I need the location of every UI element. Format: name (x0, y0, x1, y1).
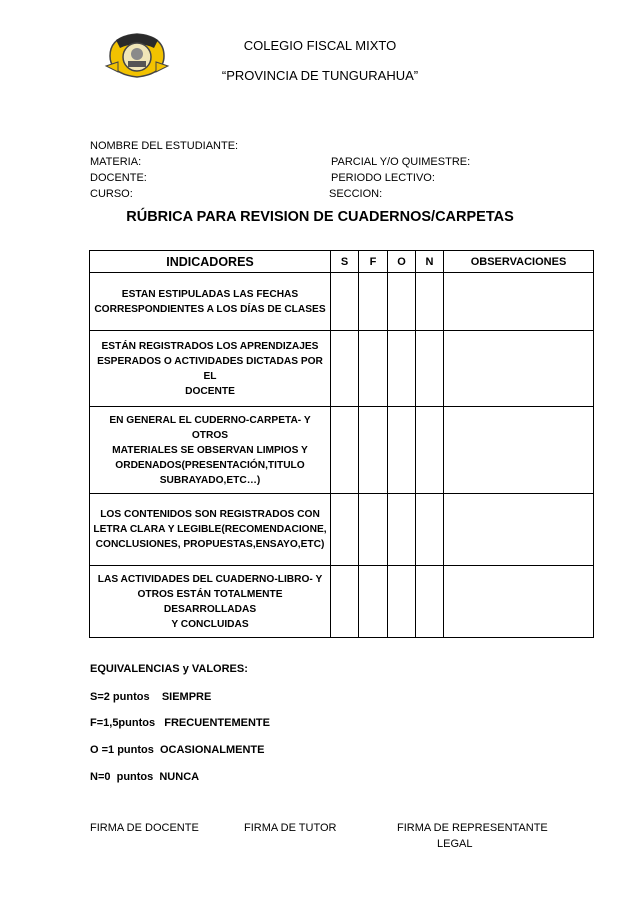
indicator-line: OTROS ESTÁN TOTALMENTE DESARROLLADAS (137, 588, 283, 615)
table-header-row (90, 251, 594, 273)
score-cell-o[interactable] (388, 273, 416, 331)
course-label: CURSO: (90, 188, 133, 200)
score-cell-f[interactable] (359, 273, 388, 331)
table-row (90, 494, 594, 566)
indicator-line: DOCENTE (185, 385, 235, 397)
header-observaciones: OBSERVACIONES (444, 251, 594, 273)
indicator-line: EN GENERAL EL CUDERNO-CARPETA- Y OTROS (109, 414, 311, 441)
header-o: O (388, 251, 416, 273)
score-cell-n[interactable] (416, 407, 444, 494)
signature-tutor: FIRMA DE TUTOR (244, 822, 337, 834)
score-cell-s[interactable] (331, 331, 359, 407)
indicator-line: ESTÁN REGISTRADOS LOS APRENDIZAJES (101, 340, 319, 352)
school-subtitle: “PROVINCIA DE TUNGURAHUA” (221, 68, 419, 83)
score-cell-n[interactable] (416, 331, 444, 407)
score-cell-n[interactable] (416, 273, 444, 331)
score-cell-o[interactable] (388, 494, 416, 566)
indicator-line: ORDENADOS(PRESENTACIÓN,TITULO (115, 459, 305, 471)
table-row (90, 273, 594, 331)
student-name-label: NOMBRE DEL ESTUDIANTE: (90, 140, 239, 152)
header-f: F (359, 251, 388, 273)
equivalence-item: N=0 puntos NUNCA (90, 771, 200, 783)
indicator-cell (90, 331, 331, 407)
school-name: COLEGIO FISCAL MIXTO (243, 38, 397, 53)
table-row (90, 331, 594, 407)
table-row (90, 566, 594, 638)
indicator-line: CONCLUSIONES, PROPUESTAS,ENSAYO,ETC) (95, 539, 325, 550)
observations-cell[interactable] (444, 407, 594, 494)
rubric-table (89, 250, 594, 638)
school-crest-icon (104, 30, 170, 80)
indicator-line: LETRA CLARA Y LEGIBLE(RECOMENDACIONE, (93, 524, 327, 535)
signature-representative-legal: LEGAL (437, 838, 473, 850)
table-row (90, 407, 594, 494)
indicator-line: LOS CONTENIDOS SON REGISTRADOS CON (100, 509, 320, 520)
equivalences-title: EQUIVALENCIAS y VALORES: (90, 663, 248, 675)
score-cell-f[interactable] (359, 494, 388, 566)
observations-cell[interactable] (444, 273, 594, 331)
score-cell-s[interactable] (331, 407, 359, 494)
equivalence-item: F=1,5puntos FRECUENTEMENTE (90, 717, 270, 729)
signature-teacher: FIRMA DE DOCENTE (90, 822, 199, 834)
indicator-line: Y CONCLUIDAS (171, 618, 249, 630)
score-cell-o[interactable] (388, 331, 416, 407)
observations-cell[interactable] (444, 331, 594, 407)
indicator-cell (90, 273, 331, 331)
equivalence-item: S=2 puntos SIEMPRE (90, 691, 212, 703)
indicator-line: ESPERADOS O ACTIVIDADES DICTADAS POR EL (97, 355, 323, 382)
observations-cell[interactable] (444, 566, 594, 638)
equivalence-item: O =1 puntos OCASIONALMENTE (90, 744, 265, 756)
score-cell-o[interactable] (388, 407, 416, 494)
header-n: N (416, 251, 444, 273)
indicator-cell (90, 566, 331, 638)
subject-label: MATERIA: (90, 156, 142, 168)
indicator-line: CORRESPONDIENTES A LOS DÍAS DE CLASES (94, 303, 326, 315)
score-cell-f[interactable] (359, 331, 388, 407)
signature-representative: FIRMA DE REPRESENTANTE (397, 822, 548, 834)
score-cell-s[interactable] (331, 273, 359, 331)
indicator-line: LAS ACTIVIDADES DEL CUADERNO-LIBRO- Y (97, 573, 323, 585)
score-cell-o[interactable] (388, 566, 416, 638)
period-label: PERIODO LECTIVO: (331, 172, 435, 184)
score-cell-s[interactable] (331, 494, 359, 566)
indicator-line: SUBRAYADO,ETC…) (159, 474, 261, 486)
section-label: SECCION: (329, 188, 383, 200)
indicator-line: MATERIALES SE OBSERVAN LIMPIOS Y (112, 444, 308, 456)
indicator-line: ESTAN ESTIPULADAS LAS FECHAS (121, 288, 299, 300)
score-cell-n[interactable] (416, 494, 444, 566)
indicator-cell (90, 407, 331, 494)
header-indicadores: INDICADORES (90, 251, 331, 273)
score-cell-n[interactable] (416, 566, 444, 638)
rubric-title: RÚBRICA PARA REVISION DE CUADERNOS/CARPETAS (126, 209, 514, 225)
observations-cell[interactable] (444, 494, 594, 566)
score-cell-f[interactable] (359, 566, 388, 638)
partial-label: PARCIAL Y/O QUIMESTRE: (331, 156, 471, 168)
header-s: S (331, 251, 359, 273)
score-cell-f[interactable] (359, 407, 388, 494)
score-cell-s[interactable] (331, 566, 359, 638)
indicator-cell (90, 494, 331, 566)
teacher-label: DOCENTE: (90, 172, 147, 184)
